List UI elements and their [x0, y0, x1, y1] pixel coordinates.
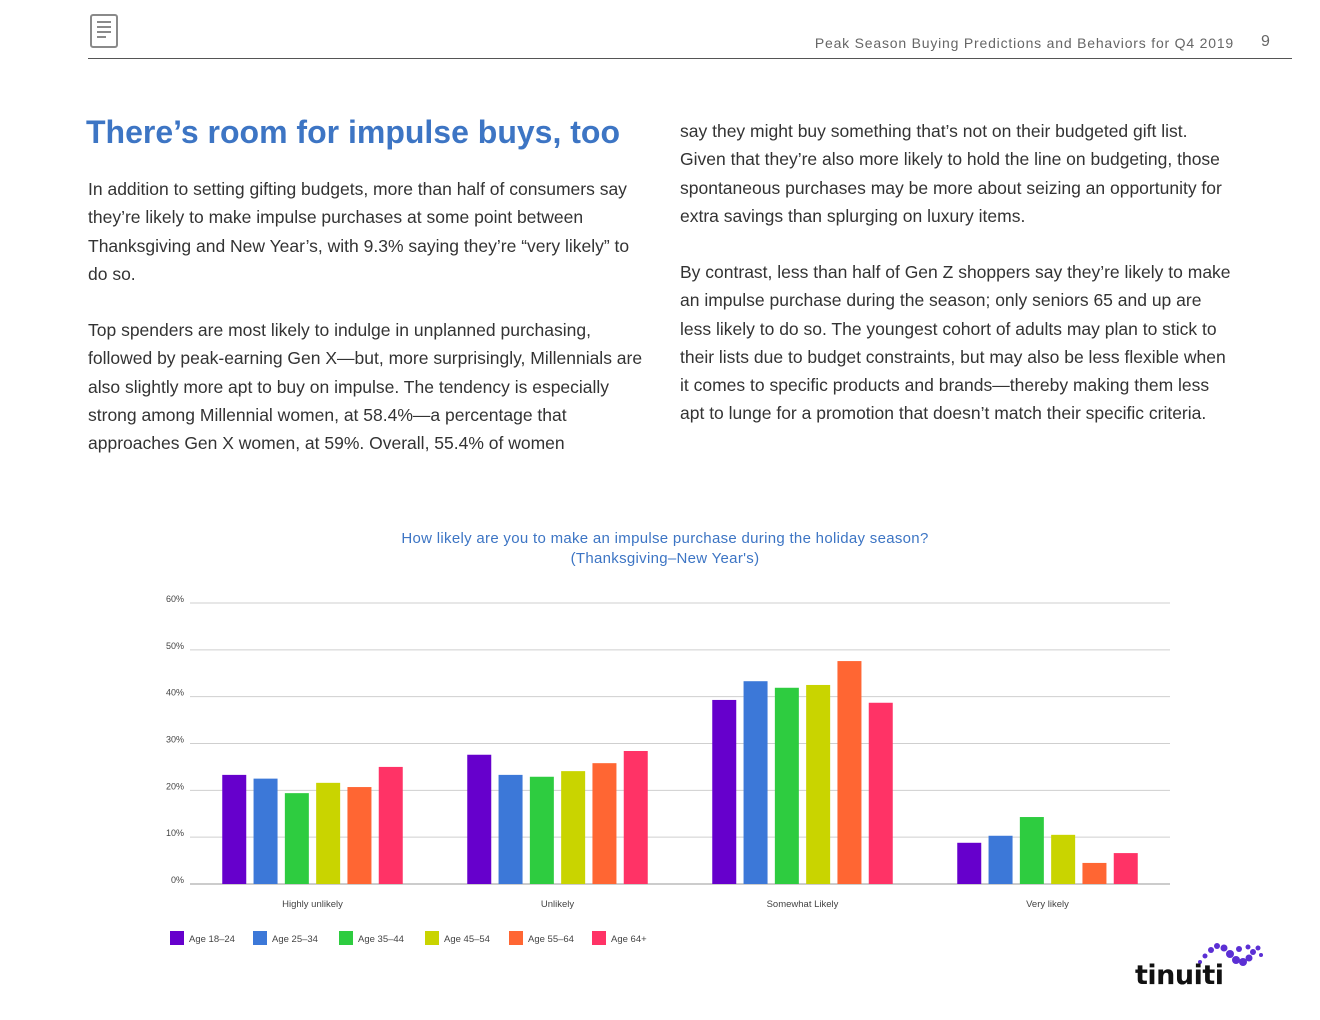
y-tick-label: 10%: [165, 828, 184, 839]
legend-swatch: [170, 931, 184, 945]
bar: [806, 685, 830, 884]
legend-swatch: [339, 931, 353, 945]
legend-swatch: [425, 931, 439, 945]
bar: [1114, 853, 1138, 884]
bar: [561, 771, 585, 884]
y-tick-label: 50%: [165, 640, 184, 651]
x-tick-label: Very likely: [1026, 899, 1069, 910]
bar: [347, 787, 371, 884]
right-paragraph-2: By contrast, less than half of Gen Z shoppers say they’re likely to make an impulse purchase during the season; only seniors 65 and up are less likely to do so. The youngest cohort of adults may plan to stick to their lists due to budget constraints, but may also be less flexible when it comes to specific products and brands—thereby making them less apt to lunge for a promotion that doesn’t match their specific criteria.: [680, 262, 1231, 424]
bar: [254, 779, 278, 884]
left-paragraph-2: Top spenders are most likely to indulge in unplanned purchasing, followed by peak-earning Gen X—but, more surprisingly, Millennials are also slightly more apt to buy on impulse. The tendency is especially strong among Millennial women, at 58.4%—a percentage that approaches Gen X women, at 59%. Overall, 55.4% of women: [88, 320, 643, 454]
legend-label: Age 18–24: [189, 934, 235, 945]
bar: [285, 793, 309, 884]
right-paragraph-1: say they might buy something that’s not on their budgeted gift list. Given that they’re also more likely to hold the line on budgeting, those spontaneous purchases may be more about seizing an opportunity for extra savings than splurging on luxury items.: [680, 121, 1222, 226]
y-tick-label: 30%: [165, 734, 184, 745]
chart-title: How likely are you to make an impulse purchase during the holiday season?: [401, 530, 929, 547]
bar: [1082, 863, 1106, 884]
bar: [222, 775, 246, 884]
legend-swatch: [592, 931, 606, 945]
bar: [869, 703, 893, 884]
bar: [712, 700, 736, 884]
bar: [1020, 817, 1044, 884]
bar: [467, 755, 491, 884]
tinuiti-logo: [1135, 938, 1270, 993]
page-number: 9: [1261, 33, 1270, 50]
bar: [837, 661, 861, 884]
bar: [499, 775, 523, 884]
x-tick-label: Unlikely: [540, 899, 575, 910]
section-heading: There’s room for impulse buys, too: [86, 114, 620, 150]
bar: [957, 843, 981, 884]
legend-label: Age 25–34: [272, 934, 318, 945]
bar: [989, 836, 1013, 884]
chart-subtitle: (Thanksgiving–New Year's): [570, 550, 760, 567]
bar: [592, 763, 616, 884]
bar: [379, 767, 403, 884]
legend-label: Age 35–44: [358, 934, 404, 945]
bar: [316, 783, 340, 884]
legend-swatch: [509, 931, 523, 945]
y-tick-label: 20%: [165, 781, 184, 792]
legend-label: Age 55–64: [528, 934, 574, 945]
x-tick-label: Highly unlikely: [282, 899, 343, 910]
x-tick-label: Somewhat Likely: [766, 899, 839, 910]
svg-text:tinuiti: tinuiti: [1135, 960, 1224, 991]
legend-swatch: [253, 931, 267, 945]
left-paragraph-1: In addition to setting gifting budgets, more than half of consumers say they’re likely to make impulse purchases at some point between Thanksgiving and New Year’s, with 9.3% saying they’re “very likely” to do so.: [88, 179, 630, 284]
y-tick-label: 60%: [165, 594, 184, 604]
bar: [624, 751, 648, 884]
y-tick-label: 0%: [170, 875, 184, 885]
legend-label: Age 45–54: [444, 934, 490, 945]
y-tick-label: 40%: [165, 687, 184, 698]
bar: [775, 688, 799, 884]
bar: [1051, 835, 1075, 884]
bar: [744, 681, 768, 884]
bar: [530, 777, 554, 884]
header-title: Peak Season Buying Predictions and Behaviors for Q4 2019: [814, 35, 1234, 51]
legend-label: Age 64+: [611, 934, 647, 945]
